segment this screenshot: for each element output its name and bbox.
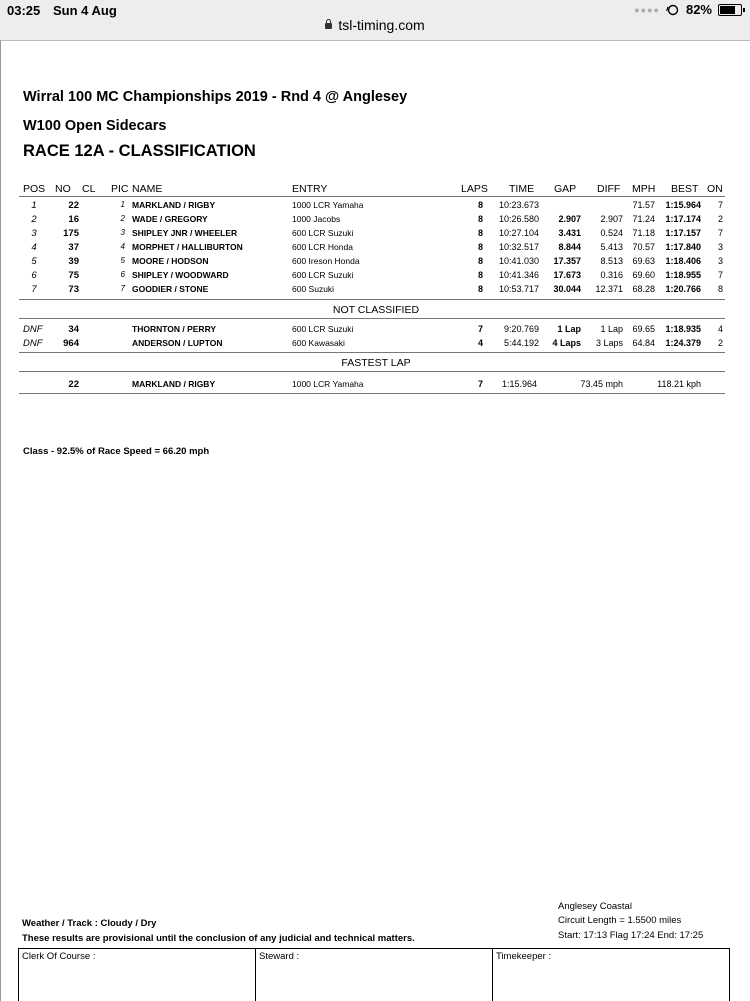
- result-gap: 17.673: [553, 270, 581, 280]
- result-name: GOODIER / STONE: [132, 284, 209, 294]
- divider-fastest-row: [19, 371, 725, 372]
- result-name: SHIPLEY / WOODWARD: [132, 270, 229, 280]
- result-pic: 6: [120, 270, 125, 279]
- dnf-best: 1:18.935: [665, 324, 701, 334]
- dnf-pos: DNF: [23, 338, 43, 349]
- event-title: Wirral 100 MC Championships 2019 - Rnd 4 @ Anglesey: [23, 89, 408, 105]
- header-best: BEST: [671, 183, 699, 195]
- result-on: 8: [717, 284, 723, 294]
- result-no: 37: [68, 242, 79, 253]
- result-best: 1:18.406: [665, 256, 701, 266]
- fastest-entry: 1000 LCR Yamaha: [292, 379, 364, 389]
- provisional-note: These results are provisional until the conclusion of any judicial and technical matters.: [22, 933, 415, 944]
- orientation-lock-icon: [666, 4, 680, 16]
- result-mph: 69.60: [632, 270, 655, 280]
- header-time: TIME: [509, 183, 535, 195]
- status-time: 03:25: [7, 3, 41, 18]
- result-name: MARKLAND / RIGBY: [132, 200, 216, 210]
- result-pic: 4: [120, 242, 125, 251]
- dnf-entry: 600 Kawasaki: [292, 338, 345, 348]
- battery-level: [720, 6, 735, 14]
- fastest-mph: 73.45 mph: [580, 379, 623, 389]
- header-pic: PIC: [111, 183, 129, 195]
- url-text: tsl-timing.com: [338, 17, 425, 33]
- result-mph: 70.57: [632, 242, 655, 252]
- result-row: [1, 284, 750, 298]
- circuit-length: Circuit Length = 1.5500 miles: [558, 915, 682, 926]
- class-title: W100 Open Sidecars: [23, 118, 167, 134]
- result-row: [1, 270, 750, 284]
- results-page: [0, 40, 750, 1001]
- divider-not-classified: [19, 299, 725, 300]
- result-name: WADE / GREGORY: [132, 214, 208, 224]
- battery-icon: [718, 4, 742, 16]
- result-best: 1:17.157: [665, 228, 701, 238]
- result-on: 7: [717, 270, 723, 280]
- steward-box: Steward :: [256, 949, 493, 1001]
- result-diff: 2.907: [600, 214, 623, 224]
- result-pos: 6: [31, 270, 37, 281]
- header-no: NO: [55, 183, 71, 195]
- dnf-mph: 64.84: [632, 338, 655, 348]
- result-mph: 68.28: [632, 284, 655, 294]
- result-gap: 8.844: [558, 242, 581, 252]
- dnf-entry: 600 LCR Suzuki: [292, 324, 354, 334]
- result-diff: 12.371: [595, 284, 623, 294]
- header-divider: [19, 196, 725, 197]
- result-entry: 600 LCR Suzuki: [292, 228, 354, 238]
- signal-dots-icon: ●●●●: [634, 4, 660, 15]
- result-time: 10:23.673: [498, 200, 539, 210]
- result-diff: 5.413: [600, 242, 623, 252]
- result-row: [1, 214, 750, 228]
- result-best: 1:17.840: [665, 242, 701, 252]
- header-mph: MPH: [632, 183, 656, 195]
- not-classified-label: NOT CLASSIFIED: [332, 304, 420, 316]
- result-gap: 30.044: [553, 284, 581, 294]
- dnf-mph: 69.65: [632, 324, 655, 334]
- dnf-diff: 1 Lap: [600, 324, 623, 334]
- dnf-gap: 1 Lap: [557, 324, 581, 334]
- result-gap: 3.431: [558, 228, 581, 238]
- weather-track: Weather / Track : Cloudy / Dry: [22, 918, 157, 929]
- result-laps: 8: [477, 242, 483, 252]
- dnf-time: 5:44.192: [503, 338, 539, 348]
- circuit-name: Anglesey Coastal: [558, 901, 632, 912]
- dnf-no: 34: [68, 324, 79, 335]
- result-mph: 71.24: [632, 214, 655, 224]
- result-name: SHIPLEY JNR / WHEELER: [132, 228, 238, 238]
- dnf-diff: 3 Laps: [595, 338, 623, 348]
- result-entry: 600 LCR Honda: [292, 242, 353, 252]
- url-bar[interactable]: [0, 17, 750, 33]
- result-no: 75: [68, 270, 79, 281]
- result-row: [1, 228, 750, 242]
- result-time: 10:26.580: [498, 214, 539, 224]
- divider-fastest: [19, 352, 725, 353]
- lock-icon: [325, 23, 332, 29]
- clerk-of-course-box: Clerk Of Course :: [19, 949, 256, 1001]
- result-no: 39: [68, 256, 79, 267]
- dnf-laps: 7: [477, 324, 483, 334]
- result-on: 3: [717, 242, 723, 252]
- header-name: NAME: [132, 183, 163, 195]
- result-time: 10:32.517: [498, 242, 539, 252]
- dnf-time: 9:20.769: [503, 324, 539, 334]
- result-time: 10:41.030: [498, 256, 539, 266]
- result-time: 10:27.104: [498, 228, 539, 238]
- result-pic: 5: [120, 256, 125, 265]
- header-on: ON: [707, 183, 723, 195]
- fastest-name: MARKLAND / RIGBY: [132, 379, 216, 389]
- result-mph: 69.63: [632, 256, 655, 266]
- result-diff: 8.513: [600, 256, 623, 266]
- dnf-no: 964: [63, 338, 79, 349]
- dnf-on: 4: [717, 324, 723, 334]
- dnf-best: 1:24.379: [665, 338, 701, 348]
- result-on: 7: [717, 228, 723, 238]
- result-laps: 8: [477, 200, 483, 210]
- result-no: 16: [68, 214, 79, 225]
- result-pic: 3: [120, 228, 125, 237]
- result-gap: 2.907: [558, 214, 581, 224]
- result-pic: 7: [120, 284, 125, 293]
- result-gap: 17.357: [553, 256, 581, 266]
- header-diff: DIFF: [597, 183, 621, 195]
- header-pos: POS: [23, 183, 46, 195]
- header-cl: CL: [82, 183, 96, 195]
- race-times: Start: 17:13 Flag 17:24 End: 17:25: [558, 930, 704, 941]
- result-laps: 8: [477, 284, 483, 294]
- result-diff: 0.316: [600, 270, 623, 280]
- result-mph: 71.57: [632, 200, 655, 210]
- result-on: 2: [717, 214, 723, 224]
- fastest-lap-label: FASTEST LAP: [341, 357, 411, 369]
- result-pic: 1: [120, 200, 125, 209]
- divider-bottom: [19, 393, 725, 394]
- dnf-row: [1, 324, 750, 338]
- result-row: [1, 256, 750, 270]
- dnf-name: THORNTON / PERRY: [132, 324, 217, 334]
- result-pos: 1: [31, 200, 37, 211]
- result-pos: 7: [31, 284, 37, 295]
- fastest-time: 1:15.964: [501, 379, 537, 389]
- result-best: 1:17.174: [665, 214, 701, 224]
- result-best: 1:18.955: [665, 270, 701, 280]
- result-laps: 8: [477, 214, 483, 224]
- result-diff: 0.524: [600, 228, 623, 238]
- result-pos: 2: [31, 214, 37, 225]
- fastest-lap-row: [1, 379, 750, 393]
- result-entry: 1000 LCR Yamaha: [292, 200, 364, 210]
- header-entry: ENTRY: [292, 183, 328, 195]
- result-on: 3: [717, 256, 723, 266]
- result-no: 175: [63, 228, 79, 239]
- result-name: MOORE / HODSON: [132, 256, 209, 266]
- result-on: 7: [717, 200, 723, 210]
- class-note: Class - 92.5% of Race Speed = 66.20 mph: [23, 446, 210, 457]
- result-laps: 8: [477, 228, 483, 238]
- result-entry: 1000 Jacobs: [292, 214, 341, 224]
- result-time: 10:41.346: [498, 270, 539, 280]
- signature-boxes: [18, 948, 730, 1001]
- result-row: [1, 242, 750, 256]
- battery-percent: 82%: [685, 2, 712, 17]
- result-best: 1:20.766: [665, 284, 701, 294]
- result-laps: 8: [477, 270, 483, 280]
- result-pos: 3: [31, 228, 37, 239]
- result-name: MORPHET / HALLIBURTON: [132, 242, 243, 252]
- status-right: [634, 2, 742, 17]
- result-no: 73: [68, 284, 79, 295]
- dnf-row: [1, 338, 750, 352]
- result-pos: 5: [31, 256, 37, 267]
- result-no: 22: [68, 200, 79, 211]
- result-laps: 8: [477, 256, 483, 266]
- status-date: Sun 4 Aug: [53, 3, 117, 18]
- result-time: 10:53.717: [498, 284, 539, 294]
- result-entry: 600 LCR Suzuki: [292, 270, 354, 280]
- header-gap: GAP: [554, 183, 577, 195]
- dnf-pos: DNF: [23, 324, 43, 335]
- dnf-on: 2: [717, 338, 723, 348]
- race-title: RACE 12A - CLASSIFICATION: [23, 142, 256, 160]
- result-mph: 71.18: [632, 228, 655, 238]
- result-best: 1:15.964: [665, 200, 701, 210]
- fastest-kph: 118.21 kph: [657, 379, 701, 389]
- dnf-name: ANDERSON / LUPTON: [132, 338, 223, 348]
- header-laps: LAPS: [461, 183, 488, 195]
- result-pic: 2: [120, 214, 125, 223]
- fastest-no: 22: [68, 379, 79, 390]
- timekeeper-box: Timekeeper :: [496, 951, 552, 962]
- fastest-lap-number: 7: [477, 379, 483, 389]
- divider-dnf: [19, 318, 725, 319]
- result-pos: 4: [31, 242, 37, 253]
- dnf-gap: 4 Laps: [552, 338, 581, 348]
- dnf-laps: 4: [477, 338, 483, 348]
- result-row: [1, 200, 750, 214]
- result-entry: 600 Suzuki: [292, 284, 335, 294]
- result-entry: 600 Ireson Honda: [292, 256, 360, 266]
